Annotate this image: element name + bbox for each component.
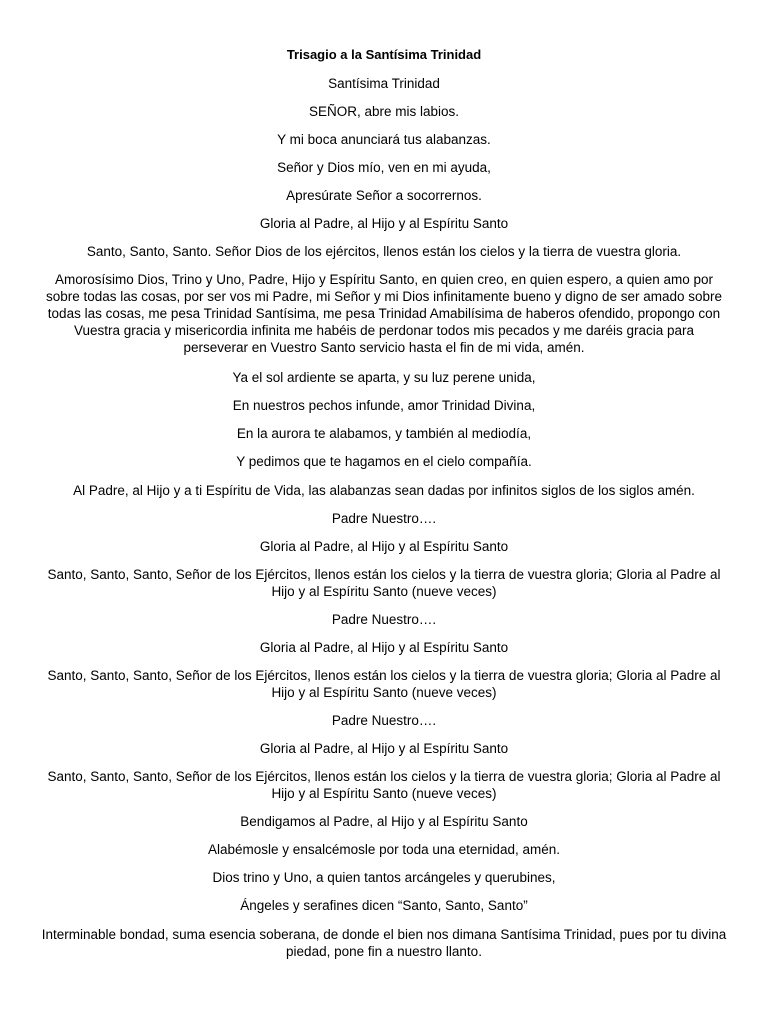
paragraph: Al Padre, al Hijo y a ti Espíritu de Vida, las alabanzas sean dadas por infinitos siglos de los siglos amén. [73,483,695,498]
paragraph: En nuestros pechos infunde, amor Trinidad Divina, [232,398,536,413]
paragraph: Ya el sol ardiente se aparta, y su luz perene unida, [232,370,536,385]
paragraph: Santísima Trinidad [328,76,440,91]
paragraph: Amorosísimo Dios, Trino y Uno, Padre, Hijo y Espíritu Santo, en quien creo, en quien espero, a quien amo por sobre todas las cosas, por ser vos mi Padre, mi Señor y mi Dios infinitamente bueno y digno de ser amado sobre todas las cosas, me pesa Trinidad Santísima, me pesa Trinidad Amabilísima de haberos ofendido, propongo con Vuestra gracia y misericordia infinita me habéis de perdonar todos mis pecados y me daréis gracia para perseverar en Vuestro Santo servicio hasta el fin de mi vida, amén. [45,272,723,355]
paragraph: Bendigamos al Padre, al Hijo y al Espíritu Santo [240,814,528,829]
paragraph: Gloria al Padre, al Hijo y al Espíritu Santo [259,216,509,231]
paragraph: Santo, Santo, Santo, Señor de los Ejércitos, llenos están los cielos y la tierra de vuestra gloria; Gloria al Padre al Hijo y al Espíritu Santo (nueve veces) [47,769,721,801]
paragraph: Padre Nuestro…. [331,612,437,627]
paragraph: Apresúrate Señor a socorrernos. [286,188,482,203]
paragraph: Dios trino y Uno, a quien tantos arcángeles y querubines, [212,870,556,885]
paragraph: Santo, Santo, Santo. Señor Dios de los ejércitos, llenos están los cielos y la tierra de vuestra gloria. [86,244,682,259]
paragraph: Santo, Santo, Santo, Señor de los Ejércitos, llenos están los cielos y la tierra de vuestra gloria; Gloria al Padre al Hijo y al Espíritu Santo (nueve veces) [47,567,721,599]
paragraph: Interminable bondad, suma esencia soberana, de donde el bien nos dimana Santísima Trinidad, pues por tu divina piedad, pone fin a nuestro llanto. [41,927,727,959]
paragraph: Padre Nuestro…. [331,511,437,526]
paragraph: Gloria al Padre, al Hijo y al Espíritu Santo [259,640,509,655]
paragraph: Señor y Dios mío, ven en mi ayuda, [277,160,491,175]
paragraph: Y pedimos que te hagamos en el cielo compañía. [236,454,532,469]
paragraph: Ángeles y serafines dicen “Santo, Santo, Santo” [240,898,528,913]
paragraph: Y mi boca anunciará tus alabanzas. [277,132,491,147]
paragraph: En la aurora te alabamos, y también al mediodía, [236,426,532,441]
paragraph: Gloria al Padre, al Hijo y al Espíritu Santo [259,741,509,756]
document-title: Trisagio a la Santísima Trinidad [286,47,482,62]
paragraph: Gloria al Padre, al Hijo y al Espíritu Santo [259,539,509,554]
paragraph: SEÑOR, abre mis labios. [308,104,460,119]
paragraph: Alabémosle y ensalcémosle por toda una eternidad, amén. [208,842,560,857]
paragraph: Padre Nuestro…. [331,713,437,728]
paragraph: Santo, Santo, Santo, Señor de los Ejércitos, llenos están los cielos y la tierra de vuestra gloria; Gloria al Padre al Hijo y al Espíritu Santo (nueve veces) [47,668,721,700]
